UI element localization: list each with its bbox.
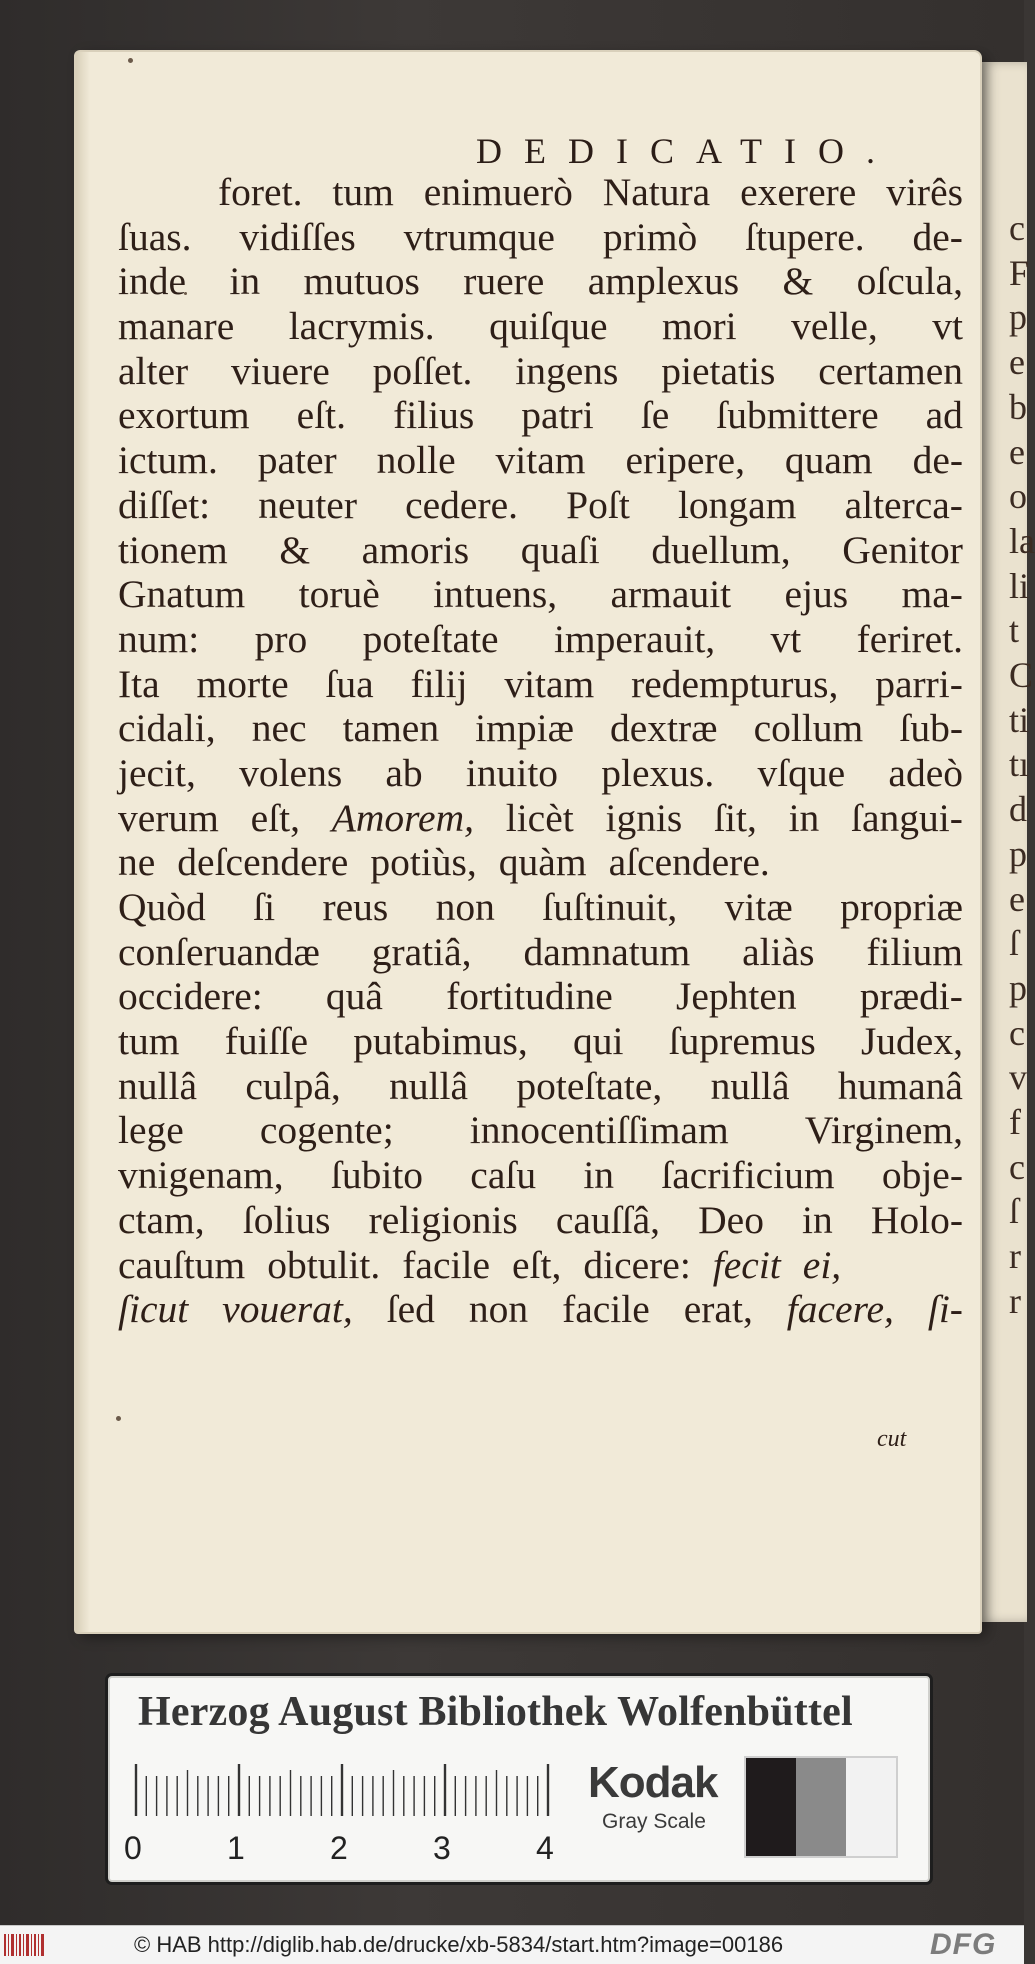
facing-page-letter: F	[1009, 252, 1030, 293]
text-line: tum fuiſſe putabimus, qui ſupremus Judex,	[118, 1019, 963, 1064]
ruler-label: 2	[330, 1830, 348, 1866]
text-line: foret. tum enimuerò Natura exerere virês	[218, 170, 963, 214]
gray-swatch	[846, 1758, 896, 1856]
facing-page-letter: e	[1009, 878, 1025, 919]
running-head: DEDICATIO.	[476, 131, 897, 171]
facing-page-letter: r	[1009, 1280, 1021, 1321]
text-line: nullâ culpâ, nullâ poteſtate, nullâ humanâ	[118, 1063, 963, 1108]
facing-page-letter: d	[1009, 789, 1027, 830]
facing-page-letter: ti	[1009, 699, 1030, 740]
text-line: num: pro poteſtate imperauit, vt feriret.	[118, 616, 963, 661]
facing-page-letter: li	[1009, 565, 1030, 606]
facing-page-letter: t	[1009, 610, 1020, 651]
text-line: ſicut vouerat, ſed non facile erat, facere, ſi-	[118, 1287, 963, 1332]
gray-swatch	[796, 1758, 846, 1856]
facing-page-letter: v	[1009, 1057, 1027, 1098]
ruler-labels	[124, 1830, 564, 1870]
text-line: cidali, nec tamen impiæ dextræ collum ſub-	[118, 706, 963, 751]
text-line: Quòd ſi reus non ſuſtinuit, vitæ propriæ	[118, 885, 963, 929]
kodak-logo: Kodak	[588, 1758, 718, 1807]
ruler-label: 3	[433, 1830, 451, 1866]
barcode-icon	[4, 1932, 48, 1958]
text-line: jecit, volens ab inuito plexus. vſque adeò	[118, 750, 963, 795]
facing-page-letter: o	[1009, 476, 1027, 517]
facing-page-letter: ſ	[1009, 923, 1020, 964]
text-line: ctam, ſolius religionis cauſſâ, Deo in Holo-	[118, 1197, 963, 1242]
text-line: ſuas. vidiſſes vtrumque primò ſtupere. de-	[118, 214, 963, 259]
facing-page-letter: tı	[1009, 744, 1030, 785]
ruler-label: 1	[227, 1830, 245, 1866]
text-line: cauſtum obtulit. facile eſt, dicere: fecit ei,	[118, 1242, 842, 1287]
facing-page-letter: p	[1009, 297, 1027, 338]
text-line: occidere: quâ fortitudine Jephten prædi-	[118, 974, 963, 1019]
facing-page-letter: C	[1009, 655, 1034, 695]
facing-page-letter: la	[1009, 520, 1035, 561]
facing-page-letter: c	[1009, 1146, 1025, 1187]
facing-page-letter: e	[1009, 431, 1025, 472]
paper-fleck	[128, 58, 133, 63]
text-line: ictum. pater nolle vitam eripere, quam de-	[118, 438, 963, 483]
ruler-scale	[132, 1764, 552, 1816]
facing-page-letter: c	[1009, 208, 1025, 248]
library-name: Herzog August Bibliothek Wolfenbüttel	[138, 1689, 853, 1735]
text-line: verum eſt, Amorem, licèt ignis ſit, in ſangui-	[118, 795, 963, 840]
facing-page-letter: b	[1009, 386, 1027, 427]
gray-scale-swatches	[744, 1756, 898, 1858]
color-calibration-card	[108, 1676, 930, 1882]
ruler-label: 4	[536, 1830, 554, 1866]
text-line: conſeruandæ gratiâ, damnatum aliàs filium	[118, 929, 963, 974]
dfg-logo: DFG	[930, 1928, 997, 1961]
text-line: alter viuere poſſet. ingens pietatis certamen	[118, 348, 963, 393]
facing-page-letter: p	[1009, 833, 1027, 874]
facing-page-letter: ſ	[1009, 1191, 1020, 1232]
gray-scale-label: Gray Scale	[602, 1810, 706, 1833]
text-line: tionem & amoris quaſi duellum, Genitor	[118, 527, 963, 572]
text-line: lege cogente; innocentiſſimam Virginem,	[118, 1108, 963, 1153]
text-line: inde in mutuos ruere amplexus & oſcula,	[118, 259, 963, 304]
text-line: ne deſcendere potiùs, quàm aſcendere.	[118, 840, 770, 885]
facing-page-letter: r	[1009, 1236, 1021, 1277]
gray-swatch	[746, 1758, 796, 1856]
ruler-label: 0	[124, 1830, 142, 1866]
text-line: Gnatum toruè intuens, armauit ejus ma-	[118, 572, 963, 617]
body-text	[118, 170, 963, 1332]
text-line: diſſet: neuter cedere. Poſt longam alterca-	[118, 482, 963, 527]
paper-fleck	[116, 1416, 121, 1421]
facing-page-edge	[976, 62, 1035, 1622]
facing-page-letter: f	[1009, 1102, 1021, 1142]
text-line: Ita morte ſua filij vitam redempturus, parri-	[118, 661, 963, 706]
text-line: exortum eſt. filius patri ſe ſubmittere ad	[118, 393, 963, 438]
facing-page-letter: e	[1009, 342, 1025, 383]
facing-page-letter: c	[1009, 1012, 1025, 1053]
text-line: manare lacrymis. quiſque mori velle, vt	[118, 304, 963, 349]
source-link[interactable]: © HAB http://diglib.hab.de/drucke/xb-5834/start.htm?image=00186	[134, 1932, 784, 1957]
catchword: cut	[877, 1426, 907, 1452]
facing-page-letter: p	[1009, 967, 1027, 1008]
text-line: vnigenam, ſubito caſu in ſacrificium obje-	[118, 1153, 963, 1198]
viewer-footer	[0, 1925, 1024, 1964]
